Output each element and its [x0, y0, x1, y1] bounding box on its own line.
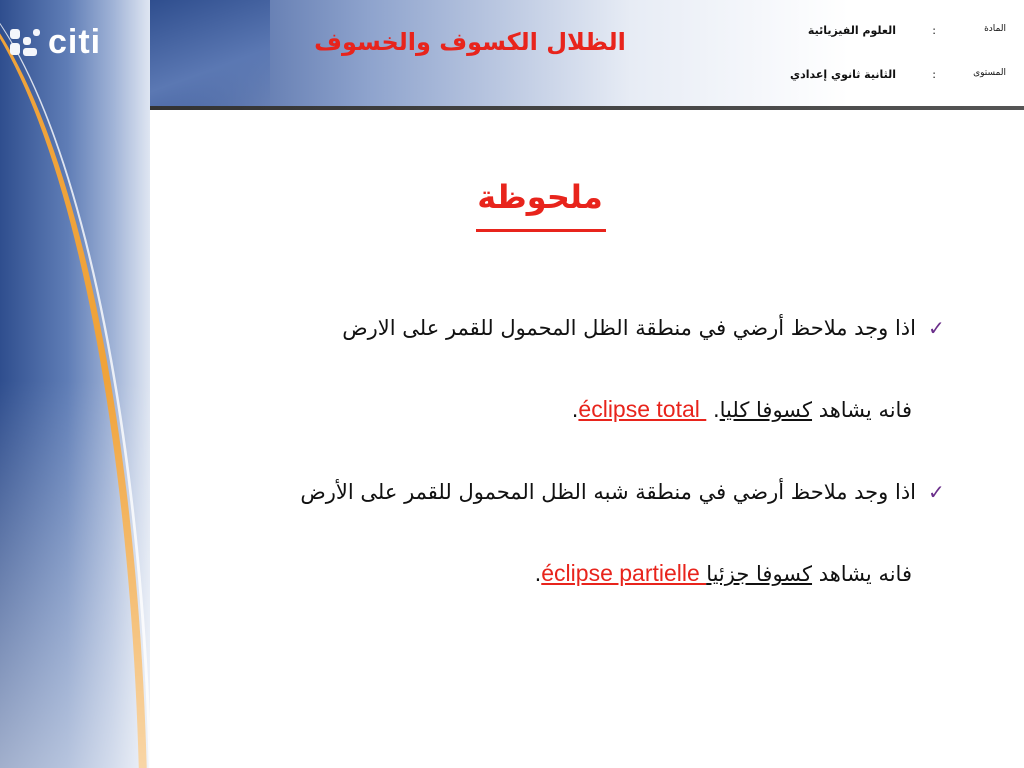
- logo-icon: [8, 25, 42, 59]
- bullet2-line1: اذا وجد ملاحظ أرضي في منطقة شبه الظل المحمول للقمر على الأرض: [300, 480, 916, 504]
- bullet1-text: فانه يشاهد: [812, 398, 912, 422]
- bullet2-text: فانه يشاهد: [812, 562, 912, 586]
- logo-text: citi: [48, 22, 102, 61]
- header-curve-decor: [150, 0, 270, 110]
- checkmark-icon: ✓: [928, 480, 945, 504]
- note-heading-underline: [476, 229, 606, 232]
- left-decor-panel: [0, 0, 150, 768]
- level-row: [746, 68, 1006, 88]
- subject-label: المادة: [984, 24, 1006, 34]
- subject-row: [746, 24, 1006, 44]
- note-heading: ملحوظة: [477, 178, 603, 216]
- checkmark-icon: ✓: [928, 316, 945, 340]
- left-fade-decor: [0, 380, 150, 768]
- bullet1-sep: .: [706, 398, 720, 422]
- level-value: الثانية ثانوي إعدادي: [790, 68, 896, 81]
- subject-value: العلوم الفيزيائية: [807, 24, 896, 37]
- bullet1-line2: [572, 396, 912, 423]
- logo: [8, 20, 123, 64]
- header-divider: [150, 106, 1024, 110]
- bullet2-line2: [535, 560, 912, 587]
- level-label: المستوى: [973, 68, 1006, 78]
- bullet1-end: .: [571, 398, 579, 422]
- bullet2-term-fr: éclipse partielle: [541, 560, 707, 586]
- subject-colon: :: [932, 24, 936, 37]
- bullet1-term-fr: éclipse total: [578, 396, 707, 422]
- page-title: الظلال الكسوف والخسوف: [314, 28, 626, 56]
- bullet2-end: .: [534, 562, 542, 586]
- bullet2-term-ar: كسوفا جزئيا: [706, 562, 813, 586]
- bullet1-term-ar: كسوفا كليا: [719, 398, 813, 422]
- bullet1-line1: اذا وجد ملاحظ أرضي في منطقة الظل المحمول للقمر على الارض: [342, 316, 916, 340]
- level-colon: :: [932, 68, 936, 81]
